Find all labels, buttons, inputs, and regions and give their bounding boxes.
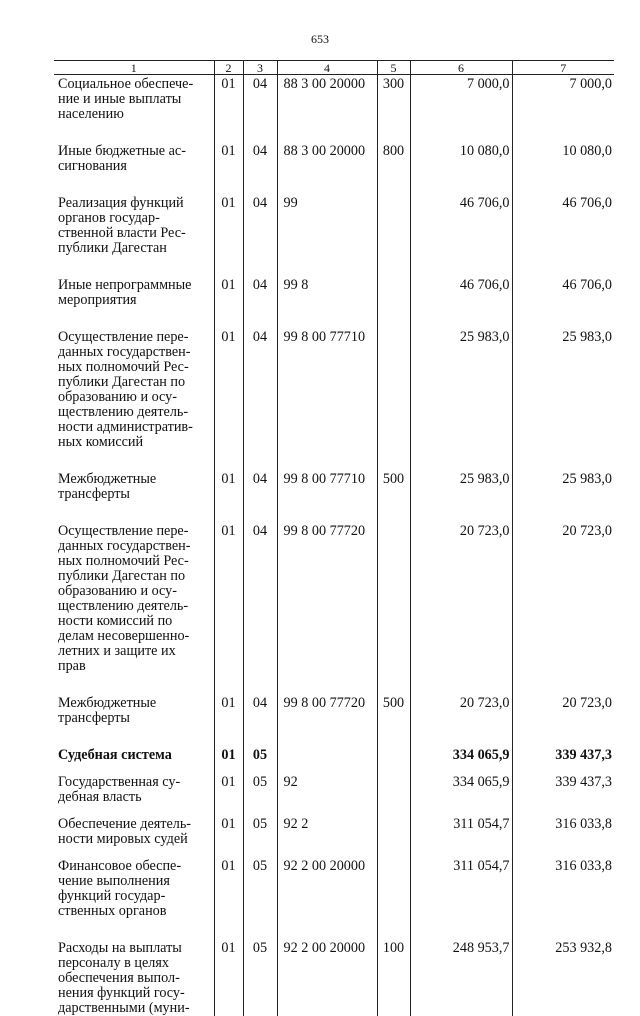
row-section: 01 [214, 748, 243, 775]
header-col-7: 7 [512, 61, 614, 75]
row-name: Осуществление пере- данных государствен- ных полномочий Рес- публики Дагестан по образованию и осу- ществлению деятель- ности комиссий по делам несовершенно- летних и защите их прав [54, 524, 214, 696]
header-col-3: 3 [243, 61, 277, 75]
row-value-col7: 253 932,8 [512, 941, 614, 1016]
row-value-col7: 316 033,8 [512, 859, 614, 941]
row-target-article: 92 [277, 775, 377, 817]
row-expense-type [377, 196, 410, 278]
table-row [54, 472, 614, 524]
row-subsection: 05 [243, 859, 277, 941]
row-expense-type: 100 [377, 941, 410, 1016]
row-subsection: 05 [243, 748, 277, 775]
row-expense-type [377, 817, 410, 859]
row-expense-type: 300 [377, 75, 410, 145]
row-expense-type: 500 [377, 696, 410, 748]
table-row [54, 196, 614, 278]
row-value-col6: 25 983,0 [410, 472, 512, 524]
table-row [54, 524, 614, 696]
row-value-col6: 7 000,0 [410, 75, 512, 145]
table-row [54, 330, 614, 472]
row-value-col6: 10 080,0 [410, 144, 512, 196]
row-section: 01 [214, 696, 243, 748]
row-value-col6: 334 065,9 [410, 775, 512, 817]
row-subsection: 05 [243, 941, 277, 1016]
row-section: 01 [214, 75, 243, 145]
header-col-1: 1 [54, 61, 214, 75]
row-subsection: 04 [243, 472, 277, 524]
header-col-2: 2 [214, 61, 243, 75]
row-value-col7: 316 033,8 [512, 817, 614, 859]
row-value-col6: 311 054,7 [410, 817, 512, 859]
row-target-article: 99 [277, 196, 377, 278]
row-value-col6: 20 723,0 [410, 696, 512, 748]
row-name: Иные бюджетные ас- сигнования [54, 144, 214, 196]
row-target-article: 88 3 00 20000 [277, 75, 377, 145]
row-name: Государственная су- дебная власть [54, 775, 214, 817]
row-value-col7: 20 723,0 [512, 696, 614, 748]
table-row [54, 696, 614, 748]
row-section: 01 [214, 941, 243, 1016]
row-name: Иные непрограммные мероприятия [54, 278, 214, 330]
table-row [54, 859, 614, 941]
row-target-article: 99 8 [277, 278, 377, 330]
row-section: 01 [214, 524, 243, 696]
page-number: 653 [0, 32, 640, 47]
budget-table [54, 60, 614, 1016]
table-row [54, 941, 614, 1016]
header-col-4: 4 [277, 61, 377, 75]
table-body [54, 75, 614, 1016]
row-target-article: 99 8 00 77720 [277, 696, 377, 748]
row-section: 01 [214, 330, 243, 472]
row-target-article: 99 8 00 77710 [277, 472, 377, 524]
row-subsection: 04 [243, 330, 277, 472]
row-expense-type: 500 [377, 472, 410, 524]
header-col-5: 5 [377, 61, 410, 75]
row-value-col6: 20 723,0 [410, 524, 512, 696]
row-value-col7: 46 706,0 [512, 196, 614, 278]
row-expense-type [377, 330, 410, 472]
row-value-col6: 46 706,0 [410, 278, 512, 330]
row-section: 01 [214, 775, 243, 817]
row-value-col7: 10 080,0 [512, 144, 614, 196]
row-value-col7: 46 706,0 [512, 278, 614, 330]
row-name: Осуществление пере- данных государствен- ных полномочий Рес- публики Дагестан по образованию и осу- ществлению деятель- ности административ- ных комиссий [54, 330, 214, 472]
row-value-col7: 25 983,0 [512, 472, 614, 524]
table-row [54, 75, 614, 145]
table-row [54, 144, 614, 196]
row-value-col7: 339 437,3 [512, 748, 614, 775]
header-col-6: 6 [410, 61, 512, 75]
row-subsection: 04 [243, 278, 277, 330]
row-subsection: 04 [243, 144, 277, 196]
row-value-col6: 334 065,9 [410, 748, 512, 775]
row-name: Социальное обеспече- ние и иные выплаты населению [54, 75, 214, 145]
row-subsection: 04 [243, 75, 277, 145]
row-expense-type [377, 278, 410, 330]
row-name: Межбюджетные трансферты [54, 472, 214, 524]
row-section: 01 [214, 278, 243, 330]
row-value-col7: 339 437,3 [512, 775, 614, 817]
row-name: Расходы на выплаты персоналу в целях обеспечения выпол- нения функций госу- дарственными (муни- [54, 941, 214, 1016]
table-header-row [54, 61, 614, 75]
row-section: 01 [214, 859, 243, 941]
row-expense-type [377, 775, 410, 817]
row-subsection: 04 [243, 524, 277, 696]
table-row [54, 775, 614, 817]
row-subsection: 05 [243, 817, 277, 859]
table-row [54, 748, 614, 775]
row-value-col6: 311 054,7 [410, 859, 512, 941]
row-value-col7: 25 983,0 [512, 330, 614, 472]
row-section: 01 [214, 472, 243, 524]
row-section: 01 [214, 144, 243, 196]
table-row [54, 817, 614, 859]
row-target-article: 92 2 [277, 817, 377, 859]
row-name: Обеспечение деятель- ности мировых судей [54, 817, 214, 859]
row-expense-type [377, 859, 410, 941]
row-name: Межбюджетные трансферты [54, 696, 214, 748]
row-target-article: 99 8 00 77720 [277, 524, 377, 696]
row-name: Финансовое обеспе- чение выполнения функций государ- ственных органов [54, 859, 214, 941]
row-expense-type [377, 524, 410, 696]
row-section: 01 [214, 817, 243, 859]
row-name: Судебная система [54, 748, 214, 775]
row-value-col6: 25 983,0 [410, 330, 512, 472]
row-name: Реализация функций органов государ- ственной власти Рес- публики Дагестан [54, 196, 214, 278]
row-value-col6: 248 953,7 [410, 941, 512, 1016]
row-value-col7: 20 723,0 [512, 524, 614, 696]
row-subsection: 04 [243, 196, 277, 278]
row-subsection: 05 [243, 775, 277, 817]
row-target-article: 92 2 00 20000 [277, 859, 377, 941]
row-subsection: 04 [243, 696, 277, 748]
row-target-article: 92 2 00 20000 [277, 941, 377, 1016]
row-value-col7: 7 000,0 [512, 75, 614, 145]
row-expense-type: 800 [377, 144, 410, 196]
row-target-article: 99 8 00 77710 [277, 330, 377, 472]
row-value-col6: 46 706,0 [410, 196, 512, 278]
table-row [54, 278, 614, 330]
row-target-article: 88 3 00 20000 [277, 144, 377, 196]
row-expense-type [377, 748, 410, 775]
row-section: 01 [214, 196, 243, 278]
row-target-article [277, 748, 377, 775]
